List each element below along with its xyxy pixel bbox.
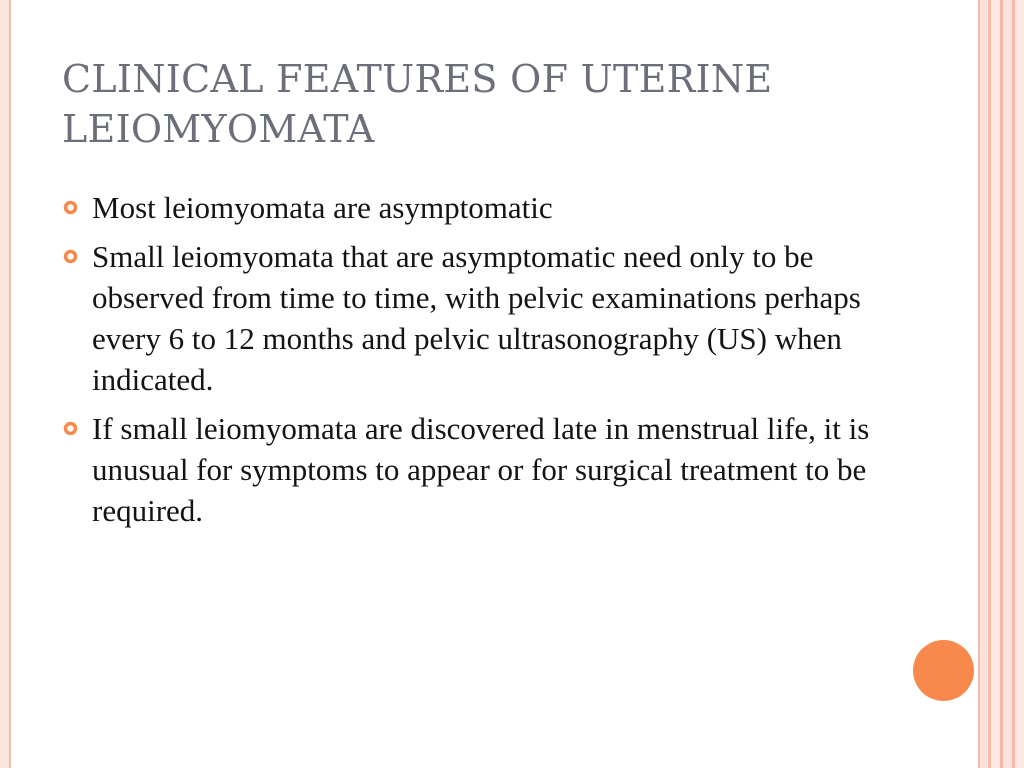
left-border-line bbox=[9, 0, 11, 768]
ring-bullet-icon bbox=[63, 200, 78, 215]
bullet-text: Most leiomyomata are asymptomatic bbox=[92, 190, 553, 225]
ring-bullet-icon bbox=[63, 249, 78, 264]
bullet-text: If small leiomyomata are discovered late in menstrual life, it is unusual for symptoms to appear or for surgical treatment to be required. bbox=[92, 411, 870, 528]
bullet-item bbox=[62, 408, 902, 531]
bullet-text: Small leiomyomata that are asymptomatic need only to be observed from time to time, with pelvic examinations perhaps every 6 to 12 months and pelvic ultrasonography (US) when indicated. bbox=[92, 239, 861, 397]
decorative-circle bbox=[913, 640, 974, 701]
right-decorative-stripes bbox=[978, 0, 1024, 768]
bullet-item bbox=[62, 187, 902, 228]
ring-bullet-icon bbox=[63, 421, 78, 436]
slide-title: CLINICAL FEATURES OF UTERINE LEIOMYOMATA bbox=[62, 57, 773, 151]
left-border-band bbox=[0, 0, 9, 768]
bullet-list bbox=[62, 187, 902, 539]
bullet-item bbox=[62, 236, 902, 400]
